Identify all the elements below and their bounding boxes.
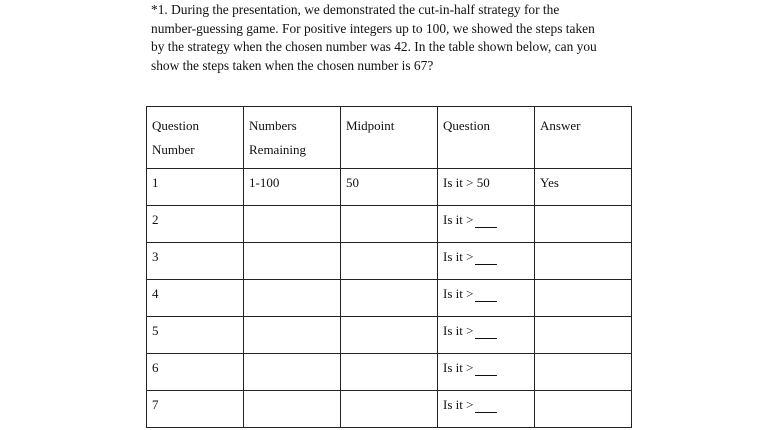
table-row: [147, 317, 632, 354]
header-label: Numbers: [249, 118, 297, 133]
header-label: Midpoint: [346, 118, 395, 133]
cell-midpoint: 50: [341, 169, 438, 206]
cell-answer[interactable]: [535, 280, 632, 317]
cell-remaining[interactable]: [244, 243, 341, 280]
cell-remaining[interactable]: [244, 317, 341, 354]
blank-line[interactable]: [475, 263, 497, 265]
header-question: [438, 107, 535, 169]
cell-midpoint[interactable]: [341, 206, 438, 243]
cell-number: 1: [147, 169, 244, 206]
header-answer: [535, 107, 632, 169]
question-line: number-guessing game. For positive integers up to 100, we showed the steps taken: [151, 20, 595, 36]
cell-remaining[interactable]: [244, 280, 341, 317]
cell-question[interactable]: Is it >: [438, 317, 535, 354]
header-label: Number: [152, 142, 195, 157]
question-prompt: [151, 1, 651, 75]
table-row: [147, 169, 632, 206]
header-label: Question: [152, 118, 199, 133]
cell-number: 2: [147, 206, 244, 243]
cell-answer[interactable]: [535, 354, 632, 391]
header-midpoint: [341, 107, 438, 169]
cell-answer[interactable]: [535, 243, 632, 280]
cell-answer[interactable]: [535, 206, 632, 243]
table-row: [147, 391, 632, 428]
table-row: [147, 280, 632, 317]
cell-midpoint[interactable]: [341, 317, 438, 354]
cell-number: 3: [147, 243, 244, 280]
cell-answer: Yes: [535, 169, 632, 206]
question-line: show the steps taken when the chosen number is 67?: [151, 57, 434, 73]
table-row: [147, 354, 632, 391]
blank-line[interactable]: [475, 300, 497, 302]
header-label: Remaining: [249, 142, 307, 157]
cell-answer[interactable]: [535, 391, 632, 428]
blank-line[interactable]: [475, 226, 497, 228]
cell-number: 5: [147, 317, 244, 354]
question-line: *1. During the presentation, we demonstrated the cut-in-half strategy for the: [151, 2, 560, 17]
cell-midpoint[interactable]: [341, 280, 438, 317]
cell-number: 6: [147, 354, 244, 391]
cell-question[interactable]: Is it >: [438, 206, 535, 243]
cell-number: 4: [147, 280, 244, 317]
cell-remaining[interactable]: [244, 391, 341, 428]
cell-midpoint[interactable]: [341, 243, 438, 280]
table-row: [147, 243, 632, 280]
table-row: [147, 206, 632, 243]
question-line: by the strategy when the chosen number was 42. In the table shown below, can you: [151, 39, 597, 55]
cell-remaining[interactable]: [244, 206, 341, 243]
header-question-number: [147, 107, 244, 169]
cell-midpoint[interactable]: [341, 391, 438, 428]
blank-line[interactable]: [475, 374, 497, 376]
cell-answer[interactable]: [535, 317, 632, 354]
cell-question[interactable]: Is it >: [438, 354, 535, 391]
cell-question[interactable]: Is it >: [438, 243, 535, 280]
header-label: Question: [443, 118, 490, 133]
cell-remaining[interactable]: [244, 354, 341, 391]
header-label: Answer: [540, 118, 581, 133]
cell-question[interactable]: Is it >: [438, 391, 535, 428]
table-header-row: [147, 107, 632, 169]
cell-question: Is it > 50: [438, 169, 535, 206]
steps-table: [146, 106, 632, 428]
header-numbers-remaining: [244, 107, 341, 169]
cell-number: 7: [147, 391, 244, 428]
blank-line[interactable]: [475, 337, 497, 339]
cell-question[interactable]: Is it >: [438, 280, 535, 317]
cell-midpoint[interactable]: [341, 354, 438, 391]
cell-remaining: 1-100: [244, 169, 341, 206]
blank-line[interactable]: [475, 411, 497, 413]
